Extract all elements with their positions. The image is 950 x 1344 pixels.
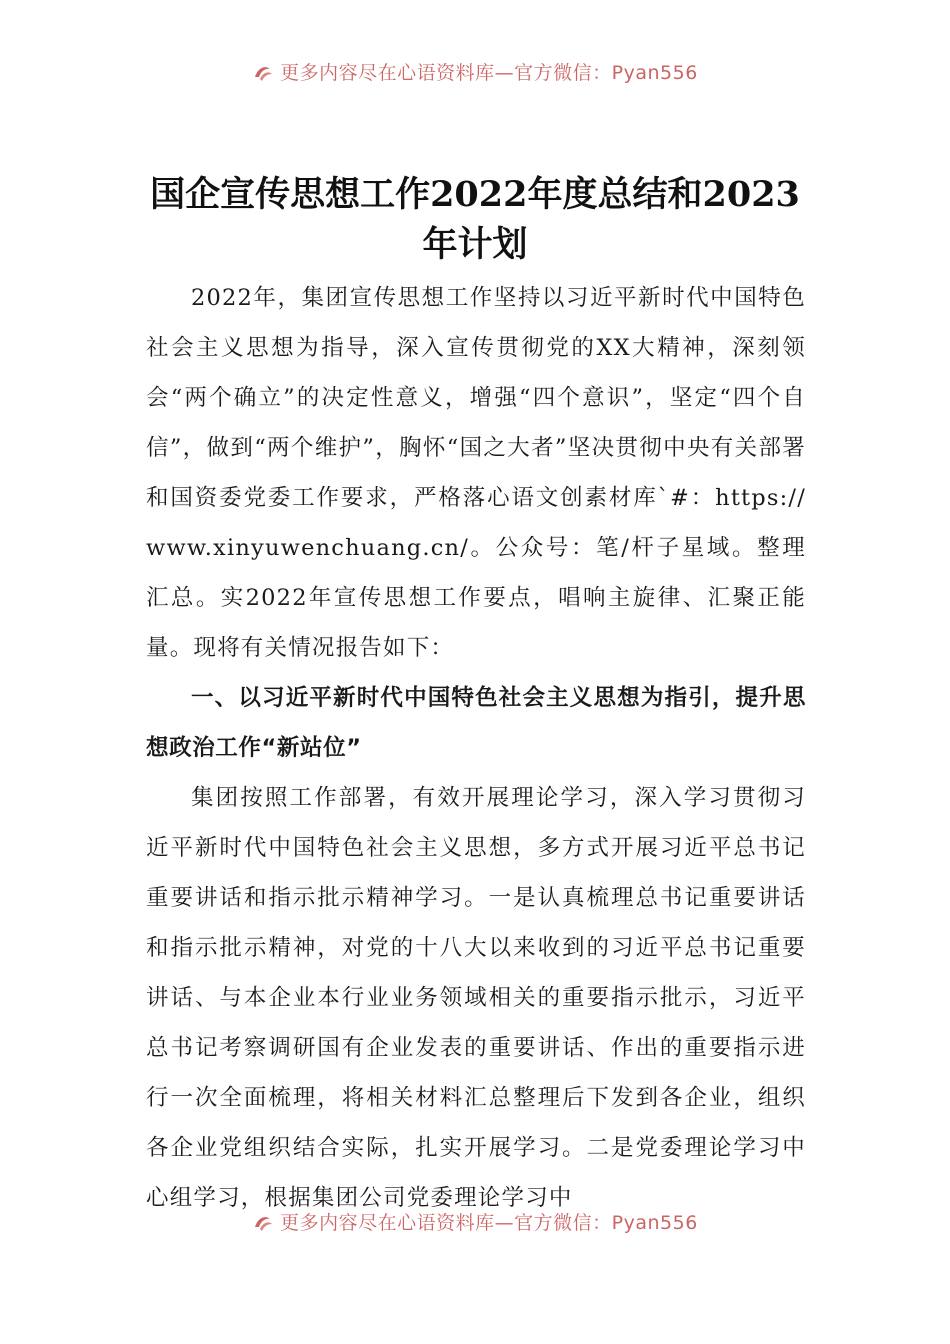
document-body bbox=[146, 273, 806, 1223]
intro-paragraph: 2022年，集团宣传思想工作坚持以习近平新时代中国特色社会主义思想为指导，深入宣传贯彻党的XX大精神，深刻领会“两个确立”的决定性意义，增强“四个意识”，坚定“四个自信”，做到“两个维护”，胸怀“国之大者”坚决贯彻中央有关部署和国资委党委工作要求，严格落心语文创素材库`#：https://www.xinyuwenchuang.cn/。公众号：笔/杆子星域。整理汇总。实2022年宣传思想工作要点，唱响主旋律、汇聚正能量。现将有关情况报告如下： bbox=[146, 285, 806, 661]
watermark-logo-icon bbox=[252, 63, 274, 83]
watermark-text: 更多内容尽在心语资料库—官方微信：Pyan556 bbox=[280, 1212, 698, 1234]
watermark-text: 更多内容尽在心语资料库—官方微信：Pyan556 bbox=[280, 62, 698, 84]
section-heading: 一、以习近平新时代中国特色社会主义思想为指引，提升思想政治工作“新站位” bbox=[146, 685, 806, 761]
watermark-top bbox=[0, 58, 950, 85]
document-title: 国企宣传思想工作2022年度总结和2023年计划 bbox=[150, 174, 800, 265]
watermark-logo-icon bbox=[252, 1213, 274, 1233]
watermark-bottom bbox=[0, 1208, 950, 1235]
section-paragraph: 集团按照工作部署，有效开展理论学习，深入学习贯彻习近平新时代中国特色社会主义思想，多方式开展习近平总书记重要讲话和指示批示精神学习。一是认真梳理总书记重要讲话和指示批示精神，对党的十八大以来收到的习近平总书记重要讲话、与本企业本行业业务领域相关的重要指示批示，习近平总书记考察调研国有企业发表的重要讲话、作出的重要指示进行一次全面梳理，将相关材料汇总整理后下发到各企业，组织各企业党组织结合实际，扎实开展学习。二是党委理论学习中心组学习，根据集团公司党委理论学习中 bbox=[146, 785, 806, 1211]
